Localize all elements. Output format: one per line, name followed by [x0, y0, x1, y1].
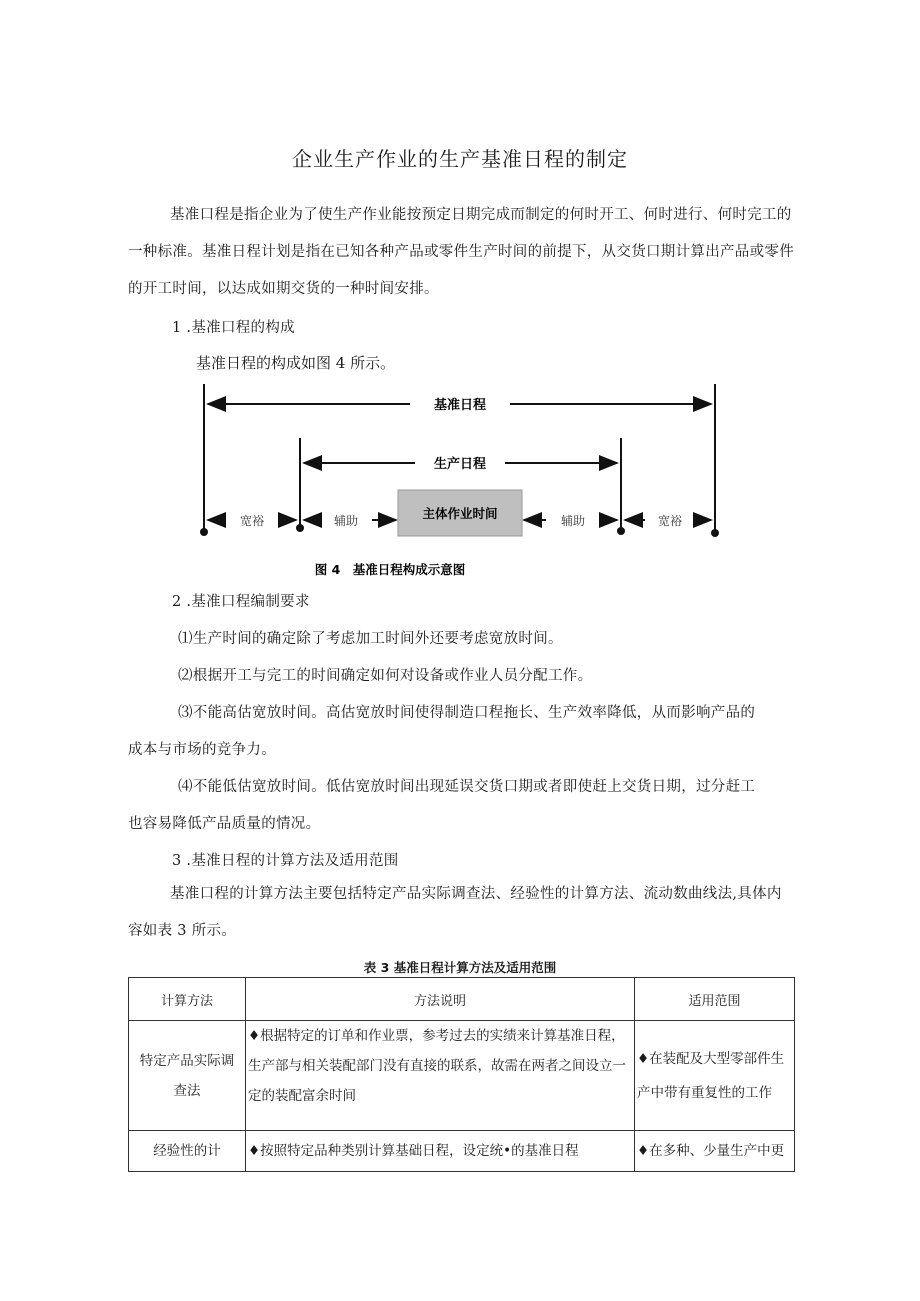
label-right-margin: 宽裕 [657, 514, 683, 528]
requirement-3-line-1: ⑶不能高估宽放时间。高估宽放时间使得制造口程拖长、生产效率降低，从而影响产品的 [178, 705, 756, 721]
label-left-margin: 宽裕 [239, 514, 265, 528]
page-title: 企业生产作业的生产基准日程的制定 [292, 147, 628, 171]
table-row [129, 1131, 795, 1172]
cell-description: ♦按照特定品种类别计算基础日程，设定统•的基准日程 [246, 1131, 635, 1172]
cell-method: 经验性的计 [129, 1131, 246, 1172]
figure-intro-text: 基准日程的构成如图 4 所示。 [196, 354, 396, 372]
header-method: 计算方法 [129, 978, 246, 1021]
table-row [129, 1021, 795, 1131]
section-2-heading: 2 .基准口程编制要求 [172, 594, 310, 610]
cell-method: 特定产品实际调查法 [129, 1021, 246, 1131]
label-main-work-time: 主体作业时间 [422, 506, 498, 521]
requirement-4-line-1: ⑷不能低估宽放时间。低估宽放时间出现延误交货口期或者即使赶上交货日期，过分赶工 [178, 779, 756, 795]
cell-scope: ♦在多种、少量生产中更 [635, 1131, 795, 1172]
base-schedule-diagram [190, 378, 730, 588]
figure-caption: 图 4 基准日程构成示意图 [314, 562, 466, 577]
label-right-aux: 辅助 [560, 514, 586, 528]
intro-paragraph: 基准口程是指企业为了使生产作业能按预定日期完成而制定的何时开工、何时进行、何时完工的一种标准。基准日程计划是指在已知各种产品或零件生产时间的前提下，从交货口期计算出产品或零件的开工时间，以达成如期交货的一种时间安排。 [128, 207, 794, 297]
requirement-3-line-2: 成本与市场的竞争力。 [128, 742, 276, 758]
header-scope: 适用范围 [635, 978, 795, 1021]
header-description: 方法说明 [246, 978, 635, 1021]
methods-table [128, 977, 795, 1172]
table-header-row [129, 978, 795, 1021]
cell-description: ♦根据特定的订单和作业票，参考过去的实绩来计算基准日程，生产部与相关装配部门没有直接的联系，故需在两者之间设立一定的装配富余时间 [246, 1021, 635, 1131]
label-production-schedule: 生产日程 [433, 457, 487, 472]
requirement-1: ⑴生产时间的确定除了考虑加工时间外还要考虑宽放时间。 [178, 631, 563, 647]
requirement-4-line-2: 也容易降低产品质量的情况。 [128, 816, 321, 832]
requirement-2: ⑵根据开工与完工的时间确定如何对设备或作业人员分配工作。 [178, 668, 593, 684]
label-left-aux: 辅助 [333, 514, 359, 528]
section-3-paragraph: 基准口程的计算方法主要包括特定产品实际调查法、经验性的计算方法、流动数曲线法,具体内容如表 3 所示。 [128, 886, 782, 939]
section-1-heading: 1 .基准口程的构成 [172, 320, 295, 336]
table-caption: 表 3 基准日程计算方法及适用范围 [363, 960, 557, 975]
cell-scope: ♦在装配及大型零部件生产中带有重复性的工作 [635, 1021, 795, 1131]
section-3-heading: 3 .基准日程的计算方法及适用范围 [172, 853, 399, 869]
label-base-schedule: 基准日程 [433, 398, 487, 413]
